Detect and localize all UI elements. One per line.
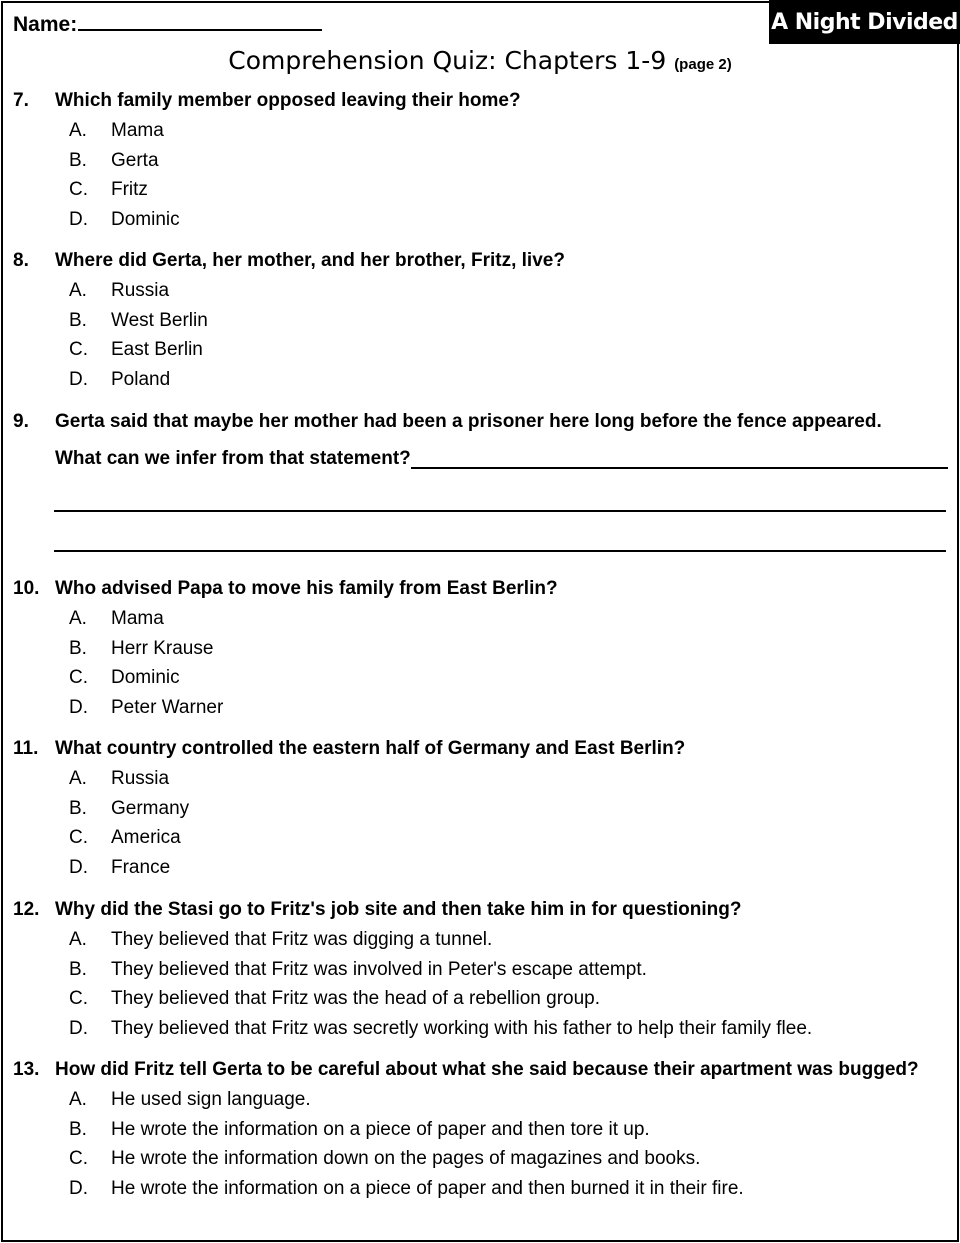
option-text: He used sign language.	[111, 1088, 311, 1110]
question-number: 10.	[13, 578, 40, 599]
option-list	[13, 604, 948, 723]
question-number: 13.	[13, 1059, 40, 1080]
question-text: What country controlled the eastern half of Germany and East Berlin?	[55, 738, 686, 759]
question-stem	[13, 247, 948, 274]
option-c[interactable]	[13, 823, 948, 853]
option-b[interactable]	[13, 306, 948, 336]
option-letter: A.	[69, 1088, 87, 1110]
question-stem	[13, 87, 948, 114]
option-b[interactable]	[13, 955, 948, 985]
option-letter: B.	[69, 637, 87, 659]
option-letter: C.	[69, 988, 88, 1010]
option-a[interactable]	[13, 1085, 948, 1115]
question-text: Gerta said that maybe her mother had been a prisoner here long before the fence appeared.	[55, 411, 882, 432]
option-text: Fritz	[111, 179, 148, 201]
question-text: Who advised Papa to move his family from East Berlin?	[55, 578, 558, 599]
option-text: Poland	[111, 368, 171, 390]
option-letter: B.	[69, 309, 87, 331]
question-number: 7.	[13, 90, 29, 111]
question-stem	[13, 408, 948, 435]
option-d[interactable]	[13, 1014, 948, 1044]
option-letter: D.	[69, 1177, 88, 1199]
option-letter: A.	[69, 767, 87, 789]
question-7	[13, 87, 948, 235]
option-letter: A.	[69, 928, 87, 950]
option-a[interactable]	[13, 116, 948, 146]
option-letter: B.	[69, 797, 87, 819]
quiz-title	[0, 46, 960, 75]
option-list	[13, 276, 948, 395]
option-d[interactable]	[13, 693, 948, 723]
name-label: Name:	[13, 13, 78, 36]
option-c[interactable]	[13, 663, 948, 693]
option-letter: D.	[69, 368, 88, 390]
option-c[interactable]	[13, 335, 948, 365]
question-text: How did Fritz tell Gerta to be careful about what she said because their apartment was bugged?	[55, 1059, 919, 1080]
option-letter: D.	[69, 696, 88, 718]
option-letter: C.	[69, 179, 88, 201]
brand-banner	[769, 0, 960, 44]
option-b[interactable]	[13, 1115, 948, 1145]
question-text: Which family member opposed leaving their home?	[55, 90, 521, 111]
question-stem	[13, 575, 948, 602]
question-number: 11.	[13, 738, 39, 759]
option-letter: D.	[69, 856, 88, 878]
option-text: Peter Warner	[111, 696, 224, 718]
question-number: 9.	[13, 411, 29, 432]
option-d[interactable]	[13, 853, 948, 883]
option-list	[13, 116, 948, 235]
question-text: Where did Gerta, her mother, and her brother, Fritz, live?	[55, 250, 565, 271]
quiz-title-text: Comprehension Quiz: Chapters 1-9	[228, 46, 667, 75]
option-text: He wrote the information on a piece of paper and then tore it up.	[111, 1118, 650, 1140]
option-c[interactable]	[13, 984, 948, 1014]
question-12	[13, 896, 948, 1044]
question-stem	[13, 896, 948, 923]
answer-line-3[interactable]	[54, 550, 946, 552]
option-text: They believed that Fritz was the head of a rebellion group.	[111, 988, 601, 1010]
option-text: They believed that Fritz was involved in Peter's escape attempt.	[111, 958, 647, 980]
option-text: Mama	[111, 119, 164, 141]
question-11	[13, 735, 948, 883]
question-prompt	[13, 445, 948, 472]
option-text: Dominic	[111, 208, 180, 230]
option-text: Mama	[111, 607, 164, 629]
answer-line-2[interactable]	[54, 510, 946, 512]
option-b[interactable]	[13, 794, 948, 824]
option-text: Dominic	[111, 667, 180, 689]
option-text: Russia	[111, 767, 170, 789]
option-text: East Berlin	[111, 339, 203, 361]
option-list	[13, 925, 948, 1044]
option-letter: B.	[69, 958, 87, 980]
option-letter: D.	[69, 208, 88, 230]
question-stem	[13, 735, 948, 762]
option-b[interactable]	[13, 146, 948, 176]
option-text: America	[111, 827, 181, 849]
option-text: Russia	[111, 279, 170, 301]
option-letter: B.	[69, 1118, 87, 1140]
option-letter: C.	[69, 1148, 88, 1170]
option-letter: A.	[69, 279, 87, 301]
option-text: He wrote the information down on the pages of magazines and books.	[111, 1148, 701, 1170]
option-c[interactable]	[13, 1144, 948, 1174]
option-a[interactable]	[13, 764, 948, 794]
option-letter: A.	[69, 607, 87, 629]
name-blank-line[interactable]	[78, 9, 322, 31]
question-13	[13, 1056, 948, 1204]
option-letter: C.	[69, 339, 88, 361]
question-8	[13, 247, 948, 395]
option-a[interactable]	[13, 604, 948, 634]
page-note: (page 2)	[674, 56, 732, 73]
option-d[interactable]	[13, 205, 948, 235]
question-number: 8.	[13, 250, 29, 271]
question-text: Why did the Stasi go to Fritz's job site and then take him in for questioning?	[55, 899, 742, 920]
option-d[interactable]	[13, 1174, 948, 1204]
option-text: West Berlin	[111, 309, 208, 331]
option-d[interactable]	[13, 365, 948, 395]
option-text: Herr Krause	[111, 637, 214, 659]
option-a[interactable]	[13, 925, 948, 955]
question-number: 12.	[13, 899, 40, 920]
option-list	[13, 764, 948, 883]
name-field[interactable]	[13, 9, 322, 37]
option-text: France	[111, 856, 171, 878]
option-text: Germany	[111, 797, 190, 819]
question-10	[13, 575, 948, 723]
option-letter: A.	[69, 119, 87, 141]
option-b[interactable]	[13, 634, 948, 664]
brand-title: A Night Divided	[771, 9, 958, 35]
option-text: They believed that Fritz was secretly working with his father to help their family flee.	[111, 1017, 813, 1039]
option-letter: C.	[69, 827, 88, 849]
option-c[interactable]	[13, 175, 948, 205]
answer-line-1[interactable]	[411, 445, 948, 469]
option-text: He wrote the information on a piece of paper and then burned it in their fire.	[111, 1177, 744, 1199]
option-letter: B.	[69, 149, 87, 171]
option-letter: D.	[69, 1017, 88, 1039]
option-a[interactable]	[13, 276, 948, 306]
option-letter: C.	[69, 667, 88, 689]
question-stem	[13, 1056, 948, 1083]
option-text: They believed that Fritz was digging a tunnel.	[111, 928, 493, 950]
option-list	[13, 1085, 948, 1204]
question-prompt-text: What can we infer from that statement?	[55, 448, 411, 469]
question-9	[13, 408, 948, 472]
option-text: Gerta	[111, 149, 159, 171]
